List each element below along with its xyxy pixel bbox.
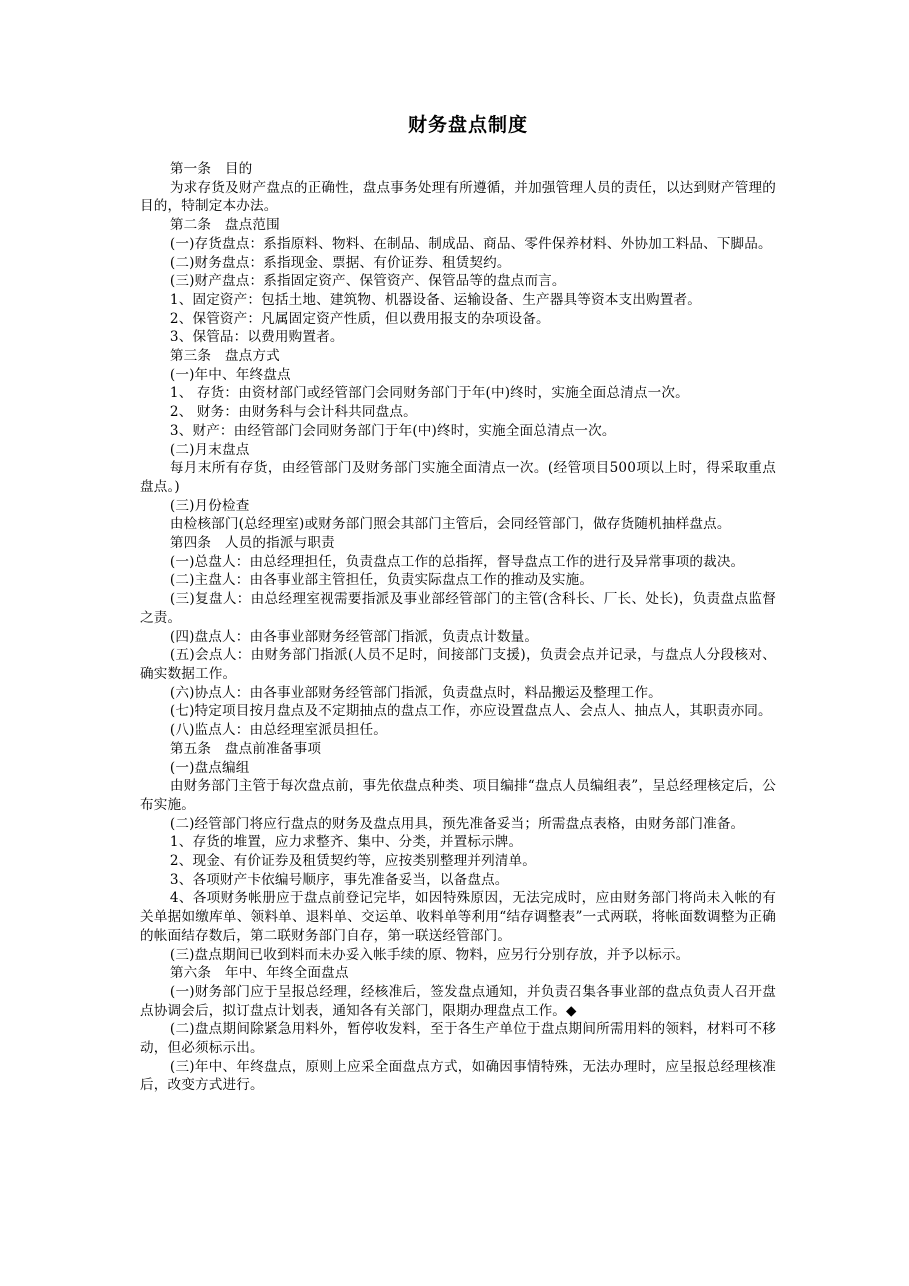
list-item: 4、各项财务帐册应于盘点前登记完毕，如因特殊原因，无法完成时，应由财务部门将尚未入帐的有关单据如缴库单、领料单、退料单、交运单、收料单等利用“结存调整表”一式两联，将帐面数调整为正确的帐面结存数后，第二联财务部门自存，第一联送经管部门。 xyxy=(140,890,776,944)
paragraph: (二)经管部门将应行盘点的财务及盘点用具，预先准备妥当；所需盘点表格，由财务部门准备。 xyxy=(169,815,745,832)
list-item: 1、存货的堆置，应力求整齐、集中、分类，并置标示牌。 xyxy=(169,834,523,851)
list-item: 1、 存货：由资材部门或经管部门会同财务部门于年(中)终时，实施全面总清点一次。 xyxy=(169,385,689,402)
article-heading: 第三条 盘点方式 xyxy=(169,348,280,365)
paragraph: (三)年中、年终盘点，原则上应采全面盘点方式，如确因事情特殊，无法办理时，应呈报总经理核准后，改变方式进行。 xyxy=(140,1058,776,1094)
section-heading: (二)月末盘点 xyxy=(169,441,250,458)
paragraph: (六)协点人：由各事业部财务经管部门指派，负责盘点时，料品搬运及整理工作。 xyxy=(169,684,662,701)
article-heading: 第一条 目的 xyxy=(169,161,253,177)
article-heading: 第二条 盘点范围 xyxy=(169,217,280,234)
article-heading: 第六条 年中、年终全面盘点 xyxy=(169,965,349,982)
paragraph: (三)财产盘点：系指固定资产、保管资产、保管品等的盘点而言。 xyxy=(169,273,566,290)
list-item: 3、各项财产卡依编号顺序，事先准备妥当，以备盘点。 xyxy=(169,871,509,888)
paragraph: (五)会点人：由财务部门指派(人员不足时，间接部门支援)，负责会点并记录，与盘点人分段核对、确实数据工作。 xyxy=(140,647,776,682)
document-body xyxy=(140,160,776,1095)
list-item: 3、保管品：以费用购置者。 xyxy=(169,329,344,346)
section-heading: (三)月份检查 xyxy=(169,497,250,514)
section-heading: (一)盘点编组 xyxy=(169,759,250,776)
paragraph: (二)主盘人：由各事业部主管担任，负责实际盘点工作的推动及实施。 xyxy=(169,572,594,589)
paragraph: (二)财务盘点：系指现金、票据、有价证券、租赁契约。 xyxy=(169,254,511,271)
list-item: 2、现金、有价证券及租赁契约等，应按类别整理并列清单。 xyxy=(169,853,537,870)
paragraph: 由财务部门主管于每次盘点前，事先依盘点种类、项目编排“盘点人员编组表”，呈总经理核定后，公布实施。 xyxy=(140,778,776,813)
paragraph: 由检核部门(总经理室)或财务部门照会其部门主管后，会同经管部门，做存货随机抽样盘点。 xyxy=(169,516,731,533)
paragraph: (三)复盘人：由总经理室视需要指派及事业部经管部门的主管(含科长、厂长、处长)，负责盘点监督之责。 xyxy=(140,591,776,626)
paragraph: 为求存货及财产盘点的正确性，盘点事务处理有所遵循，并加强管理人员的责任，以达到财产管理的目的，特制定本办法。 xyxy=(140,179,776,215)
list-item: 2、保管资产：凡属固定资产性质，但以费用报支的杂项设备。 xyxy=(169,310,550,327)
list-item: 1、固定资产：包括土地、建筑物、机器设备、运输设备、生产器具等资本支出购置者。 xyxy=(169,291,701,308)
paragraph: (一)财务部门应于呈报总经理，经核准后，签发盘点通知，并负责召集各事业部的盘点负责人召开盘点协调会后，拟订盘点计划表，通知各有关部门，限期办理盘点工作。◆ xyxy=(140,983,776,1019)
paragraph: (七)特定项目按月盘点及不定期抽点的盘点工作，亦应设置盘点人、会点人、抽点人，其职责亦同。 xyxy=(169,703,772,720)
paragraph: (三)盘点期间已收到料而未办妥入帐手续的原、物料，应另行分别存放，并予以标示。 xyxy=(169,946,690,963)
paragraph: (一)总盘人：由总经理担任，负责盘点工作的总指挥，督导盘点工作的进行及异常事项的裁决。 xyxy=(169,553,745,570)
document-title: 财务盘点制度 xyxy=(407,114,528,136)
article-heading: 第五条 盘点前准备事项 xyxy=(169,740,322,757)
paragraph: (四)盘点人：由各事业部财务经管部门指派，负责点计数量。 xyxy=(169,628,539,645)
list-item: 3、财产：由经管部门会同财务部门于年(中)终时，实施全面总清点一次。 xyxy=(169,422,616,439)
paragraph: 每月末所有存货，由经管部门及财务部门实施全面清点一次。(经管项目500项以上时，得采取重点盘点。) xyxy=(140,460,776,495)
document-page xyxy=(140,110,776,1095)
paragraph: (二)盘点期间除紧急用料外，暂停收发料，至于各生产单位于盘点期间所需用料的领料，材料可不移动，但必须标示出。 xyxy=(140,1021,776,1057)
article-heading: 第四条 人员的指派与职责 xyxy=(169,535,335,552)
paragraph: (一)存货盘点：系指原料、物料、在制品、制成品、商品、零件保养材料、外协加工料品、下脚品。 xyxy=(169,235,772,252)
section-heading: (一)年中、年终盘点 xyxy=(169,366,291,383)
paragraph: (八)监点人：由总经理室派员担任。 xyxy=(169,722,387,739)
list-item: 2、 财务：由财务科与会计科共同盘点。 xyxy=(169,404,417,421)
